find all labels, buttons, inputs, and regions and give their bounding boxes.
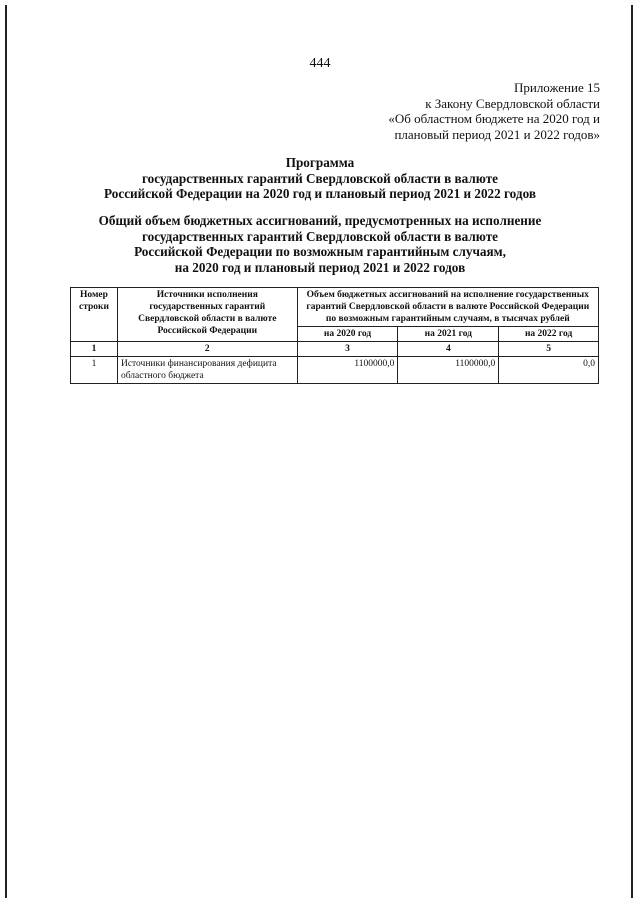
- value-2020-cell: 1100000,0: [297, 357, 398, 384]
- header-year-2022: на 2022 год: [499, 327, 599, 342]
- header-row-number: Номер строки: [71, 288, 118, 342]
- section-title-line-3: Российской Федерации по возможным гарантийным случаям,: [134, 244, 506, 259]
- column-number: 1: [71, 342, 118, 357]
- section-title-line-1: Общий объем бюджетных ассигнований, предусмотренных на исполнение: [98, 213, 542, 228]
- program-title-line-3: Российской Федерации на 2020 год и плановый период 2021 и 2022 годов: [104, 186, 536, 201]
- section-title-line-4: на 2020 год и плановый период 2021 и 2022 годов: [174, 259, 466, 275]
- column-number: 3: [297, 342, 398, 357]
- column-number: 5: [499, 342, 599, 357]
- table-header-row: [71, 288, 599, 327]
- appendix-block: [388, 80, 600, 142]
- appendix-line-2: к Закону Свердловской области: [425, 95, 600, 111]
- header-year-2021: на 2021 год: [398, 327, 499, 342]
- program-title-line-1: Программа: [285, 155, 355, 170]
- row-number-cell: 1: [71, 357, 118, 384]
- appendix-line-4: плановый период 2021 и 2022 годов»: [394, 126, 600, 142]
- column-number-row: [71, 342, 599, 357]
- value-2022-cell: 0,0: [499, 357, 599, 384]
- page-number: 444: [309, 56, 331, 71]
- appendix-line-3: «Об областном бюджете на 2020 год и: [388, 111, 600, 126]
- column-number: 2: [117, 342, 297, 357]
- section-title-line-2: государственных гарантий Свердловской области в валюте: [141, 228, 499, 244]
- appendix-line-1: Приложение 15: [513, 80, 600, 95]
- column-number: 4: [398, 342, 499, 357]
- table-row: [71, 357, 599, 384]
- source-cell: Источники финансирования дефицита областного бюджета: [117, 357, 297, 384]
- header-year-2020: на 2020 год: [297, 327, 398, 342]
- budget-table: [70, 287, 599, 384]
- program-title: [60, 155, 580, 202]
- header-volume: Объем бюджетных ассигнований на исполнение государственных гарантий Свердловской области в валюте Российской Федерации по возможным гарантийным случаям, в тысячах рублей: [297, 288, 598, 327]
- program-title-line-2: государственных гарантий Свердловской области в валюте: [141, 170, 499, 186]
- value-2021-cell: 1100000,0: [398, 357, 499, 384]
- header-sources: Источники исполнения государственных гарантий Свердловской области в валюте Российской Федерации: [117, 288, 297, 342]
- section-title: [60, 213, 580, 275]
